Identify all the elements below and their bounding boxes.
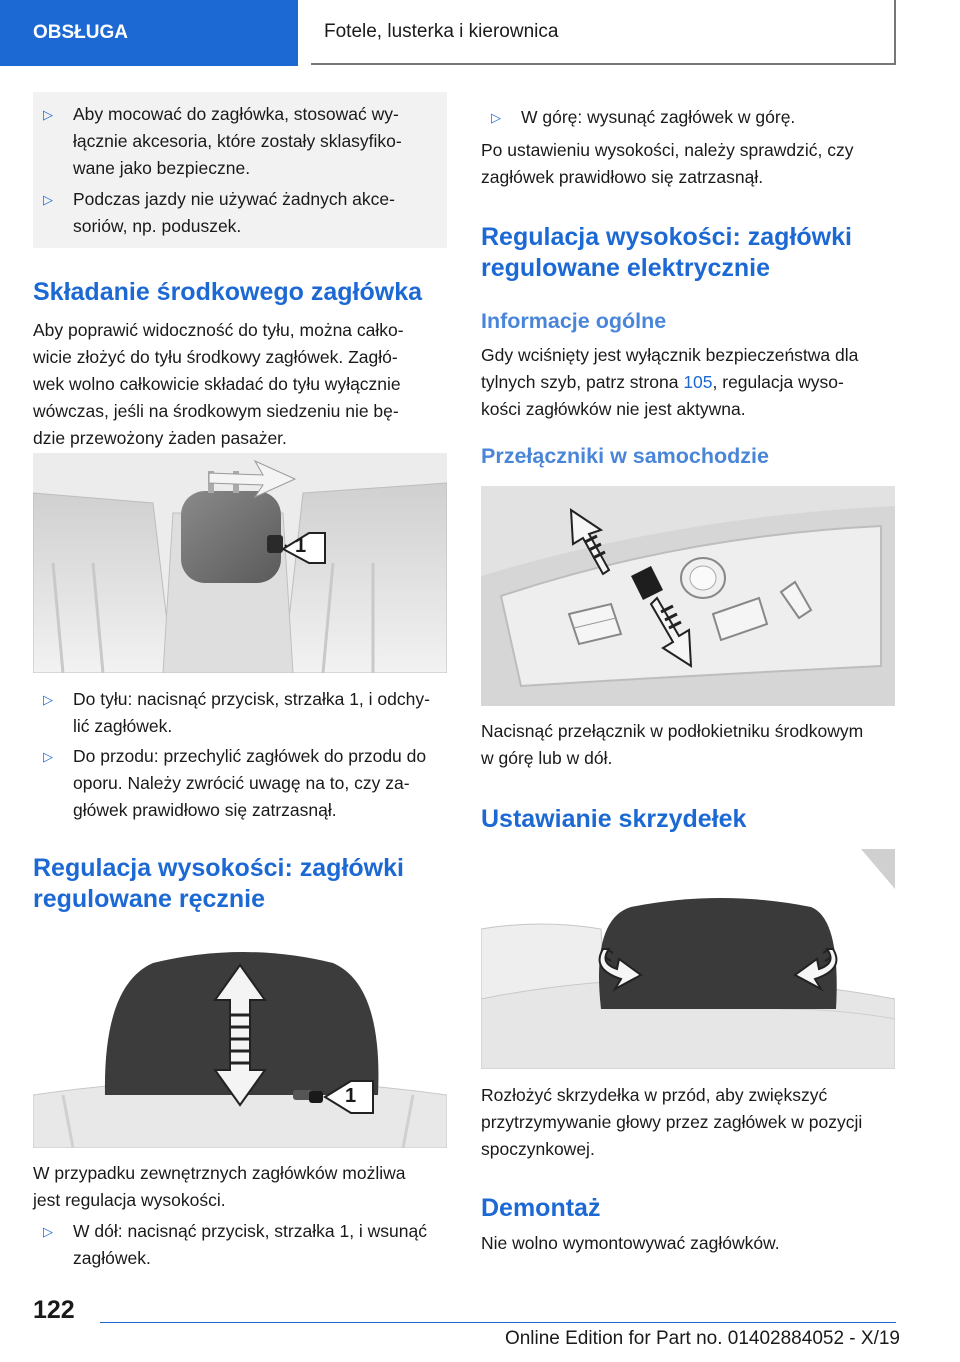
manual-step: ▷ W dół: nacisnąć przycisk, strzałka 1, i wsunąć zagłówek. — [33, 1218, 487, 1272]
fold-headrest-illustration — [33, 453, 447, 673]
fold-image-callout-label: 1 — [295, 535, 307, 557]
fold-heading: Składanie środkowego zagłówka — [33, 278, 423, 306]
removal-heading: Demontaż — [481, 1194, 601, 1222]
wings-heading: Ustawianie skrzydełek — [481, 805, 747, 833]
removal-text: Nie wolno wymontowywać zagłówków. — [481, 1233, 780, 1253]
general-text: Gdy wciśnięty jest wyłącznik bezpieczeństwa dla tylnych szyb, patrz strona 105, regulacja wyso- kości zagłówków nie jest aktywna. — [481, 345, 859, 419]
fold-text: Aby poprawić widoczność do tyłu, można całko- wicie złożyć do tyłu środkowy zagłówek. Zagłó- wek wolno całkowicie składać do tyłu wyłącznie wówczas, jeśli na środkowym siedzeniu nie bę- dzie przewożony żaden pasażer. — [33, 320, 404, 448]
note-item: ▷ Aby mocować do zagłówka, stosować wy- łącznie akcesoria, które zostały sklasyfiko- wane jako bezpieczne. — [33, 101, 447, 182]
page-reference-link[interactable]: 105 — [683, 372, 713, 392]
section-title: OBSŁUGA — [33, 22, 128, 43]
bullet-triangle-icon: ▷ — [43, 107, 53, 122]
chapter-header — [311, 0, 896, 65]
manual-heading: Regulacja wysokości: zagłówki regulowane ręcznie — [33, 854, 404, 913]
section-tab[interactable] — [0, 0, 298, 66]
wings-text: Rozłożyć skrzydełka w przód, aby zwiększyć przytrzymywanie głowy przez zagłówek w pozycji spoczynkowej. — [481, 1085, 863, 1159]
bullet-triangle-icon: ▷ — [43, 692, 53, 707]
manual-text: W przypadku zewnętrznych zagłówków możliwa jest regulacja wysokości. — [33, 1163, 406, 1210]
manual-headrest-image — [33, 945, 447, 1148]
headrest-wings-illustration — [481, 849, 895, 1069]
electric-heading: Regulacja wysokości: zagłówki regulowane elektrycznie — [481, 223, 852, 282]
bullet-triangle-icon: ▷ — [43, 749, 53, 764]
bullet-triangle-icon: ▷ — [491, 110, 501, 125]
manual-headrest-illustration — [33, 945, 447, 1148]
bullet-triangle-icon: ▷ — [43, 1224, 53, 1239]
manual-image-callout-label: 1 — [345, 1085, 357, 1107]
fold-headrest-image — [33, 453, 447, 673]
switch-armrest-illustration — [481, 486, 895, 706]
switches-heading: Przełączniki w samochodzie — [481, 444, 769, 468]
chapter-title: Fotele, lusterka i kierownica — [324, 20, 559, 42]
fold-step: ▷ Do przodu: przechylić zagłówek do przodu do oporu. Należy zwrócić uwagę na to, czy za- główek prawidłowo się zatrzasnął. — [33, 743, 487, 824]
page-number: 122 — [33, 1296, 75, 1324]
note-item: ▷ Podczas jazdy nie używać żadnych akce- soriów, np. poduszek. — [33, 186, 447, 240]
manual-step: ▷ W górę: wysunąć zagłówek w górę. — [481, 104, 937, 131]
switch-armrest-image — [481, 486, 895, 706]
footer-edition: Online Edition for Part no. 01402884052 - X/19 — [504, 1328, 900, 1349]
footer-divider — [100, 1322, 896, 1323]
switches-text: Nacisnąć przełącznik w podłokietniku środkowym w górę lub w dół. — [481, 721, 864, 768]
bullet-triangle-icon: ▷ — [43, 192, 53, 207]
fold-step: ▷ Do tyłu: nacisnąć przycisk, strzałka 1, i odchy- lić zagłówek. — [33, 686, 487, 740]
manual-after-text: Po ustawieniu wysokości, należy sprawdzić, czy zagłówek prawidłowo się zatrzasnął. — [481, 140, 854, 187]
general-heading: Informacje ogólne — [481, 309, 667, 333]
headrest-wings-image — [481, 849, 895, 1069]
